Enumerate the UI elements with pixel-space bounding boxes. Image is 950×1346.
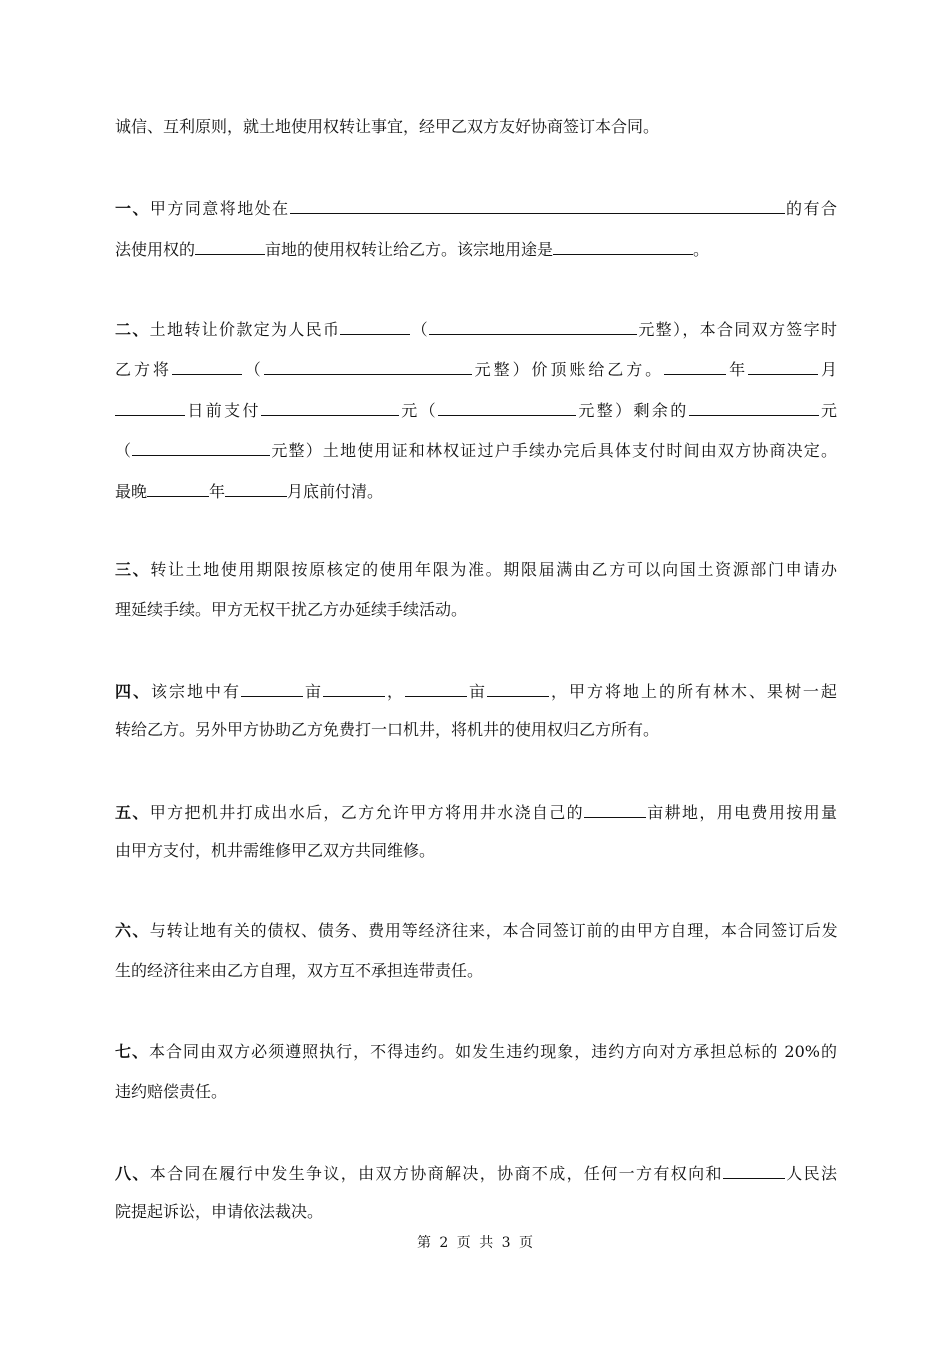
intro-line: 诚信、互利原则，就土地使用权转让事宜，经甲乙双方友好协商签订本合同。: [115, 117, 660, 136]
section-3-line-1: 三、转让土地使用期限按原核定的使用年限为准。期限届满由乙方可以向国土资源部门申请办: [115, 560, 837, 579]
blank-field[interactable]: [132, 437, 270, 456]
section-2-line-2: 乙方将 （ 元整）价顶账给乙方。 年 月: [115, 356, 837, 382]
section-8-line-1: 八、本合同在履行中发生争议，由双方协商解决，协商不成，任何一方有权向和 人民法: [115, 1160, 837, 1186]
section-2-line-3: 日前支付 元（ 元整）剩余的 元: [115, 397, 837, 423]
section-5-line-2: 由甲方支付，机井需维修甲乙双方共同维修。: [115, 841, 436, 860]
blank-field[interactable]: [438, 397, 576, 416]
section-4-line-2: 转给乙方。另外甲方协助乙方免费打一口机井，将机井的使用权归乙方所有。: [115, 720, 660, 739]
blank-field[interactable]: [323, 678, 385, 697]
blank-field[interactable]: [290, 195, 785, 214]
section-2-line-1: 二、土地转让价款定为人民币 （ 元整），本合同双方签字时: [115, 316, 837, 342]
blank-field[interactable]: [584, 799, 646, 818]
section-2-line-4: （ 元整）土地使用证和林权证过户手续办完后具体支付时间由双方协商决定。: [115, 437, 837, 463]
blank-field[interactable]: [241, 678, 303, 697]
blank-field[interactable]: [147, 478, 209, 497]
blank-field[interactable]: [748, 356, 818, 375]
section-number: 八、: [115, 1164, 150, 1183]
section-number: 五、: [115, 803, 150, 822]
section-number: 三、: [115, 560, 151, 579]
section-6-line-2: 生的经济往来由乙方自理，双方互不承担连带责任。: [115, 961, 484, 980]
section-number: 二、: [115, 320, 150, 339]
section-1-line-2: 法使用权的 亩地的使用权转让给乙方。该宗地用途是 。: [115, 236, 837, 262]
section-1-line-1: 一、甲方同意将地处在 的有合: [115, 195, 837, 221]
blank-field[interactable]: [723, 1160, 785, 1179]
blank-field[interactable]: [261, 397, 399, 416]
blank-field[interactable]: [195, 236, 265, 255]
section-4-line-1: 四、该宗地中有 亩 ， 亩 ，甲方将地上的所有林木、果树一起: [115, 678, 837, 704]
section-6-line-1: 六、与转让地有关的债权、债务、费用等经济往来，本合同签订前的由甲方自理，本合同签订后发: [115, 921, 837, 940]
section-number: 七、: [115, 1042, 150, 1061]
section-number: 六、: [115, 921, 150, 940]
page-footer: 第 2 页 共 3 页: [416, 1235, 534, 1251]
section-7-line-1: 七、本合同由双方必须遵照执行，不得违约。如发生违约现象，违约方向对方承担总标的 20%的: [115, 1042, 837, 1061]
blank-field[interactable]: [405, 678, 467, 697]
section-5-line-1: 五、甲方把机井打成出水后，乙方允许甲方将用井水浇自己的 亩耕地，用电费用按用量: [115, 799, 837, 825]
blank-field[interactable]: [172, 356, 242, 375]
section-8-line-2: 院提起诉讼，申请依法裁决。: [115, 1202, 324, 1221]
section-number: 四、: [115, 682, 151, 701]
blank-field[interactable]: [264, 356, 472, 375]
section-7-line-2: 违约赔偿责任。: [115, 1082, 228, 1101]
section-number: 一、: [115, 199, 150, 218]
blank-field[interactable]: [689, 397, 819, 416]
blank-field[interactable]: [429, 316, 637, 335]
blank-field[interactable]: [553, 236, 693, 255]
section-3-line-2: 理延续手续。甲方无权干扰乙方办延续手续活动。: [115, 600, 468, 619]
section-2-line-5: 最晚 年 月底前付清。: [115, 478, 837, 504]
blank-field[interactable]: [664, 356, 726, 375]
blank-field[interactable]: [115, 397, 185, 416]
blank-field[interactable]: [487, 678, 549, 697]
blank-field[interactable]: [225, 478, 287, 497]
blank-field[interactable]: [340, 316, 410, 335]
